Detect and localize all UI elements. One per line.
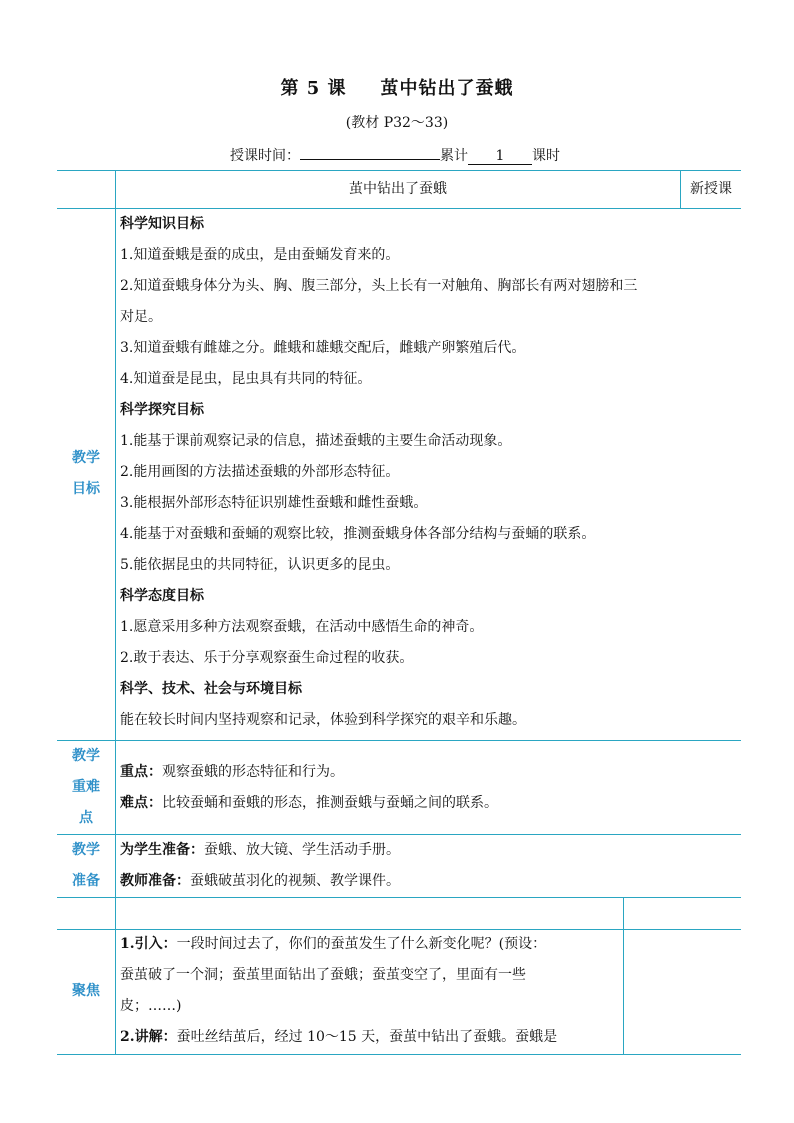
total-label: 累计 <box>440 148 468 164</box>
list-item: 1.愿意采用多种方法观察蚕蛾，在活动中感悟生命的神奇。 <box>120 619 484 635</box>
teacher-prep: 教师准备：蚕蛾破茧羽化的视频、教学课件。 <box>120 873 400 889</box>
intro-line: 1.引入：一段时间过去了，你们的蚕茧发生了什么新变化呢？(预设： <box>120 936 547 952</box>
list-item: 5.能依据昆虫的共同特征，认识更多的昆虫。 <box>120 557 400 573</box>
focus-section-content <box>120 929 622 1053</box>
lesson-number: 第 5 课 <box>280 78 347 99</box>
goals-label: 教学 目标 <box>72 450 100 497</box>
table-line <box>57 170 741 171</box>
goals-content <box>120 209 738 736</box>
stse-goals-title: 科学、技术、社会与环境目标 <box>120 681 302 697</box>
text-line: 蚕茧破了一个洞；蚕茧里面钻出了蚕蛾；蚕茧变空了，里面有一些 <box>120 967 526 983</box>
list-item: 1.知道蚕蛾是蚕的成虫，是由蚕蛹发育来的。 <box>120 247 400 263</box>
lesson-type-cell: 新授课 <box>690 181 732 197</box>
explain-line: 2.讲解：蚕吐丝结茧后，经过 10～15 天，蚕茧中钻出了蚕蛾。蚕蛾是 <box>120 1029 558 1045</box>
prep-content <box>120 835 738 897</box>
table-line <box>57 897 741 898</box>
focus-point: 重点：观察蚕蛾的形态特征和行为。 <box>120 764 344 780</box>
list-item: 2.敢于表达、乐于分享观察蚕生命过程的收获。 <box>120 650 414 666</box>
keypoints-content <box>120 757 738 819</box>
list-item: 能在较长时间内坚持观察和记录，体验到科学探究的艰辛和乐趣。 <box>120 712 526 728</box>
inquiry-goals-title: 科学探究目标 <box>120 402 204 418</box>
table-line <box>115 170 116 1054</box>
topic-cell: 茧中钻出了蚕蛾 <box>349 181 447 197</box>
lesson-name: 茧中钻出了蚕蛾 <box>380 78 514 99</box>
time-label: 授课时间： <box>230 148 300 164</box>
list-item: 3.知道蚕蛾有雌雄之分。雌蛾和雄蛾交配后，雌蛾产卵繁殖后代。 <box>120 340 526 356</box>
focus-section-label: 聚焦 <box>72 983 100 999</box>
list-item: 4.知道蚕是昆虫，昆虫具有共同的特征。 <box>120 371 372 387</box>
unit-label: 课时 <box>532 148 560 164</box>
attitude-goals-title: 科学态度目标 <box>120 588 204 604</box>
table-line <box>57 1054 741 1055</box>
total-hours[interactable]: 1 <box>468 148 532 165</box>
list-item: 4.能基于对蚕蛾和蚕蛹的观察比较，推测蚕蛾身体各部分结构与蚕蛹的联系。 <box>120 526 596 542</box>
knowledge-goals-title: 科学知识目标 <box>120 216 204 232</box>
keypoints-label: 教学 重难 点 <box>72 748 100 826</box>
list-item: 2.知道蚕蛾身体分为头、胸、腹三部分，头上长有一对触角、胸部长有两对翅膀和三 <box>120 278 638 294</box>
list-item: 1.能基于课前观察记录的信息，描述蚕蛾的主要生命活动现象。 <box>120 433 512 449</box>
table-line <box>57 740 741 741</box>
difficulty-point: 难点：比较蚕蛹和蚕蛾的形态，推测蚕蛾与蚕蛹之间的联系。 <box>120 795 498 811</box>
text-line: 皮；……) <box>120 998 182 1014</box>
student-prep: 为学生准备：蚕蛾、放大镜、学生活动手册。 <box>120 842 400 858</box>
textbook-reference: (教材 P32～33) <box>345 115 449 131</box>
list-item: 对足。 <box>120 309 162 325</box>
table-line <box>623 897 624 1054</box>
prep-label: 教学 准备 <box>72 842 100 889</box>
list-item: 2.能用画图的方法描述蚕蛾的外部形态特征。 <box>120 464 400 480</box>
list-item: 3.能根据外部形态特征识别雄性蚕蛾和雌性蚕蛾。 <box>120 495 428 511</box>
